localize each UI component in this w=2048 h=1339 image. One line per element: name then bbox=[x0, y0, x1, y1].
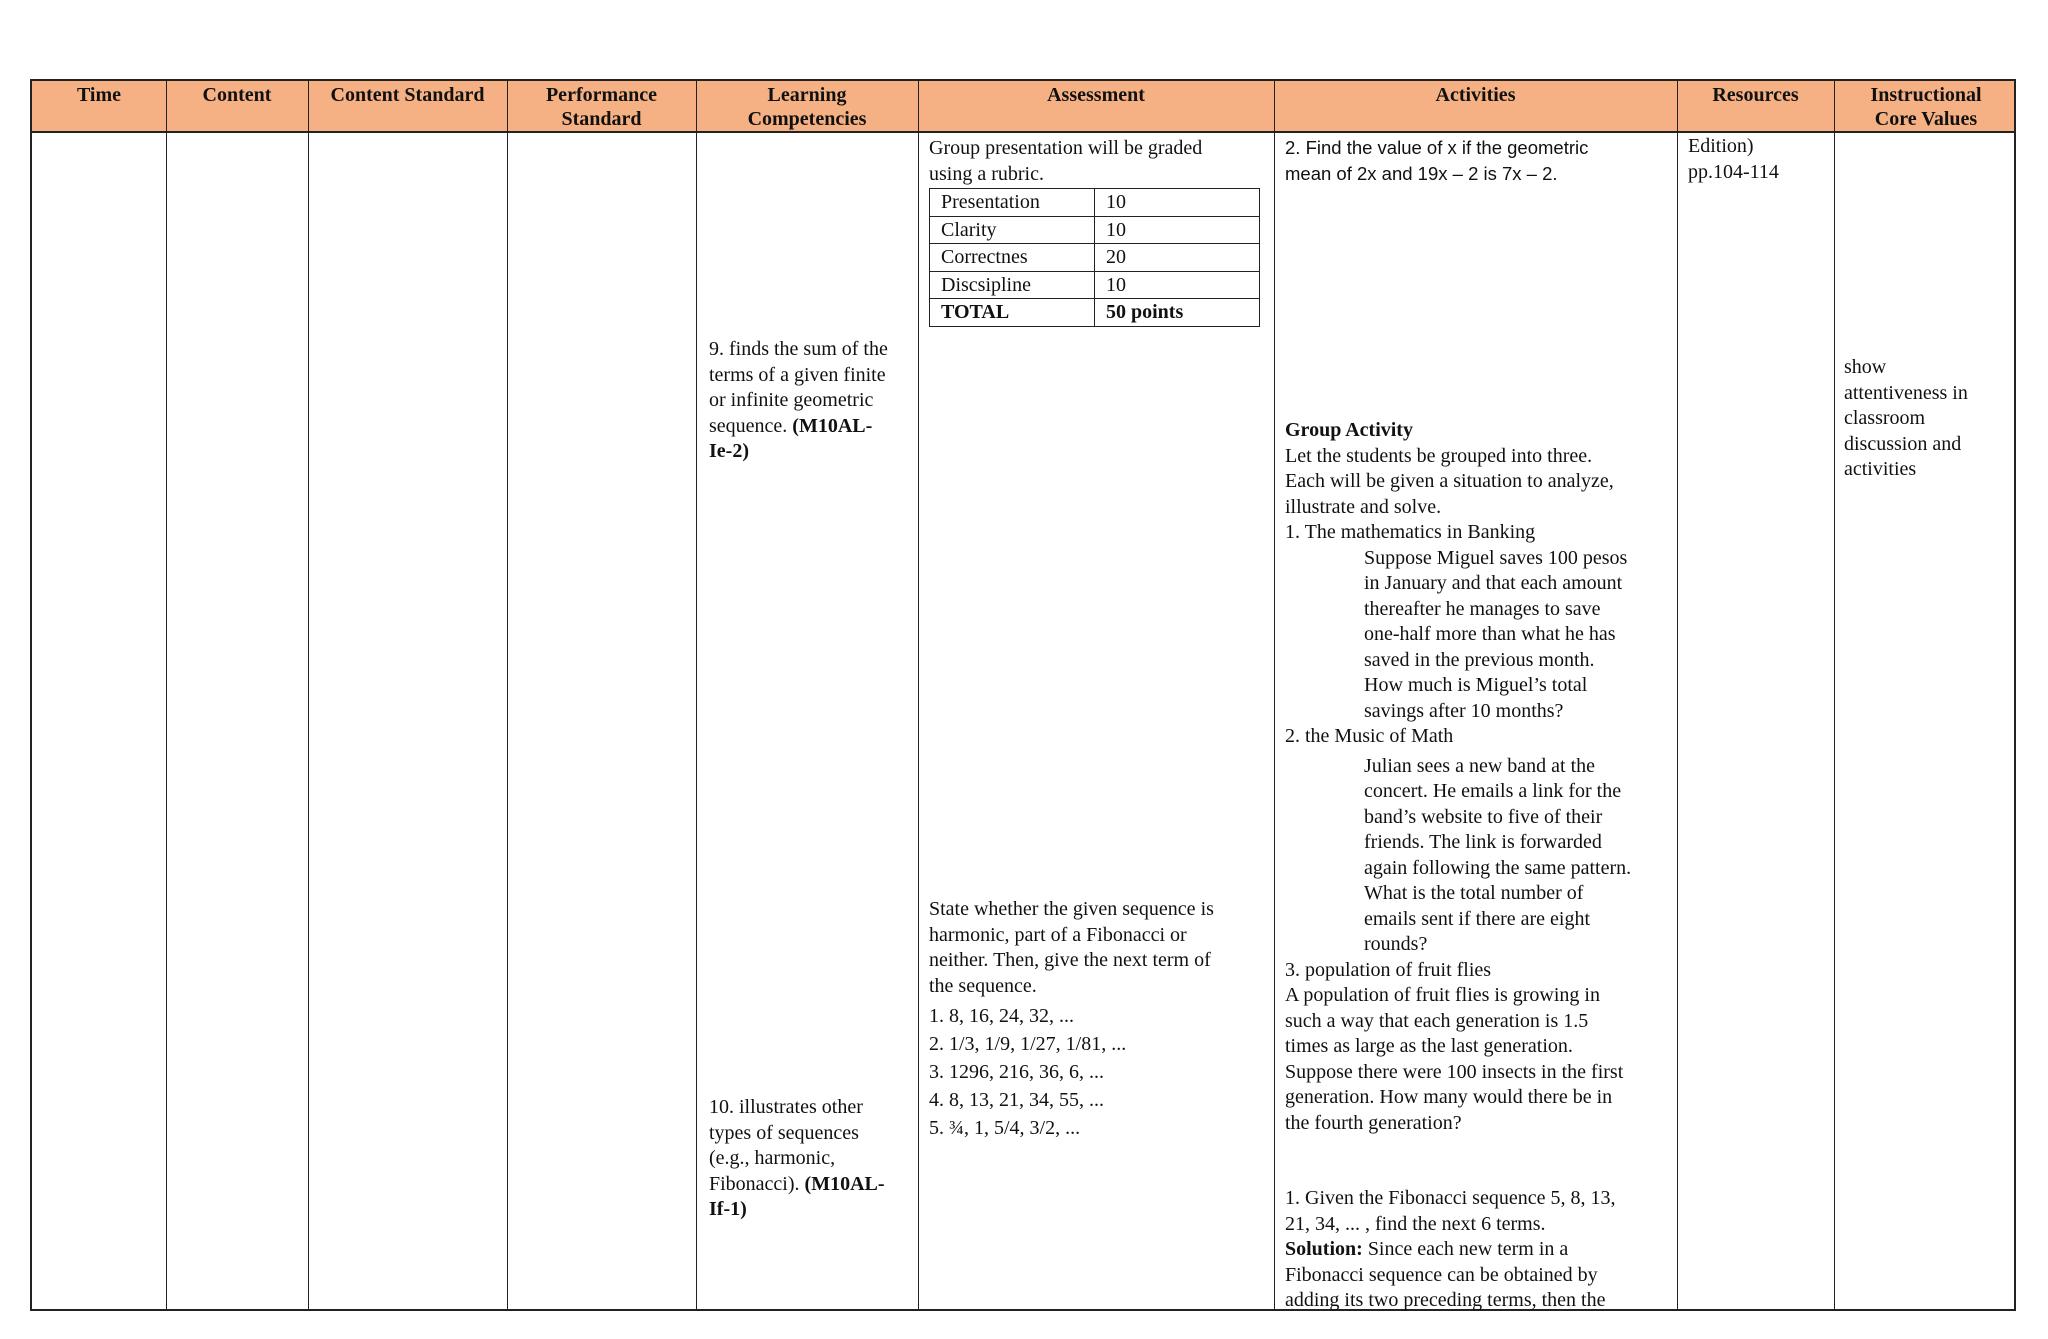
resources-text: Edition) pp.104-114 bbox=[1688, 135, 1779, 183]
header-content-standard: Content Standard bbox=[330, 84, 485, 106]
table-row: Discsipline 10 bbox=[930, 271, 1260, 299]
table-row: Correctnes 20 bbox=[930, 244, 1260, 272]
column-divider bbox=[308, 81, 309, 1309]
header-performance-standard: Performance Standard bbox=[545, 84, 658, 130]
list-item: 5. ¾, 1, 5/4, 3/2, ... bbox=[929, 1117, 1081, 1139]
sequence-task: State whether the given sequence is harmonic, part of a Fibonacci or neither. Then, give the next term of the sequence. bbox=[929, 898, 1214, 997]
list-item: 1. 8, 16, 24, 32, ... bbox=[929, 1005, 1074, 1027]
header-resources: Resources bbox=[1712, 84, 1799, 106]
table-row: TOTAL 50 points bbox=[930, 299, 1260, 327]
list-item: 3. 1296, 216, 36, 6, ... bbox=[929, 1061, 1104, 1083]
fibonacci-problem: 1. Given the Fibonacci sequence 5, 8, 13, 21, 34, ... , find the next 6 terms. Solution: Since each new term in a Fibonacci sequence can be obtained by adding its two preceding terms, then the bbox=[1285, 1187, 1616, 1311]
column-divider bbox=[166, 81, 167, 1309]
assessment-intro: Group presentation will be graded using a rubric. bbox=[929, 137, 1203, 185]
table-row: Clarity 10 bbox=[930, 216, 1260, 244]
column-divider bbox=[1834, 81, 1835, 1309]
column-divider bbox=[918, 81, 919, 1309]
column-divider bbox=[1677, 81, 1678, 1309]
header-core-values: Instructional Core Values bbox=[1870, 84, 1982, 130]
column-divider bbox=[696, 81, 697, 1309]
rubric-table bbox=[929, 188, 1260, 327]
group-activity: Group Activity Let the students be grouped into three. Each will be given a situation to analyze, illustrate and solve. 1. The mathematics in Banking Suppose Miguel saves 100 pesos in January and that each amount thereafter he manages to save one-half more than what he has saved in the previous month. How much is Miguel’s total savings after 10 months? 2. the Music of Math Julian sees a new band at the concert. He emails a link for the band’s website to five of their friends. The link is forwarded again following the same pattern. What is the total number of emails sent if there are eight rounds? 3. population of fruit flies A population of fruit flies is growing in such a way that each generation is 1.5 times as large as the last generation. Suppose there were 100 insects in the first generation. How many would there be in the fourth generation? bbox=[1285, 419, 1632, 1134]
header-content: Content bbox=[202, 84, 272, 106]
sequence-list bbox=[929, 1002, 1126, 1142]
column-divider bbox=[1274, 81, 1275, 1309]
header-assessment: Assessment bbox=[1047, 84, 1145, 106]
header-time: Time bbox=[76, 84, 122, 106]
list-item: 2. 1/3, 1/9, 1/27, 1/81, ... bbox=[929, 1033, 1127, 1055]
column-divider bbox=[507, 81, 508, 1309]
core-values-text: show attentiveness in classroom discussion and activities bbox=[1844, 356, 1968, 480]
header-learning-competencies: Learning Competencies bbox=[747, 84, 867, 130]
header-activities: Activities bbox=[1435, 84, 1516, 106]
lesson-plan-table bbox=[30, 79, 2016, 1311]
competency-10: 10. illustrates other types of sequences (e.g., harmonic, Fibonacci). (M10AL- If-1) bbox=[709, 1096, 885, 1220]
geometric-mean-problem: 2. Find the value of x if the geometric mean of 2x and 19x – 2 is 7x – 2. bbox=[1285, 137, 1589, 184]
table-row: Presentation 10 bbox=[930, 189, 1260, 217]
list-item: 4. 8, 13, 21, 34, 55, ... bbox=[929, 1089, 1104, 1111]
competency-9: 9. finds the sum of the terms of a given finite or infinite geometric sequence. (M10AL- Ie-2) bbox=[709, 338, 888, 462]
